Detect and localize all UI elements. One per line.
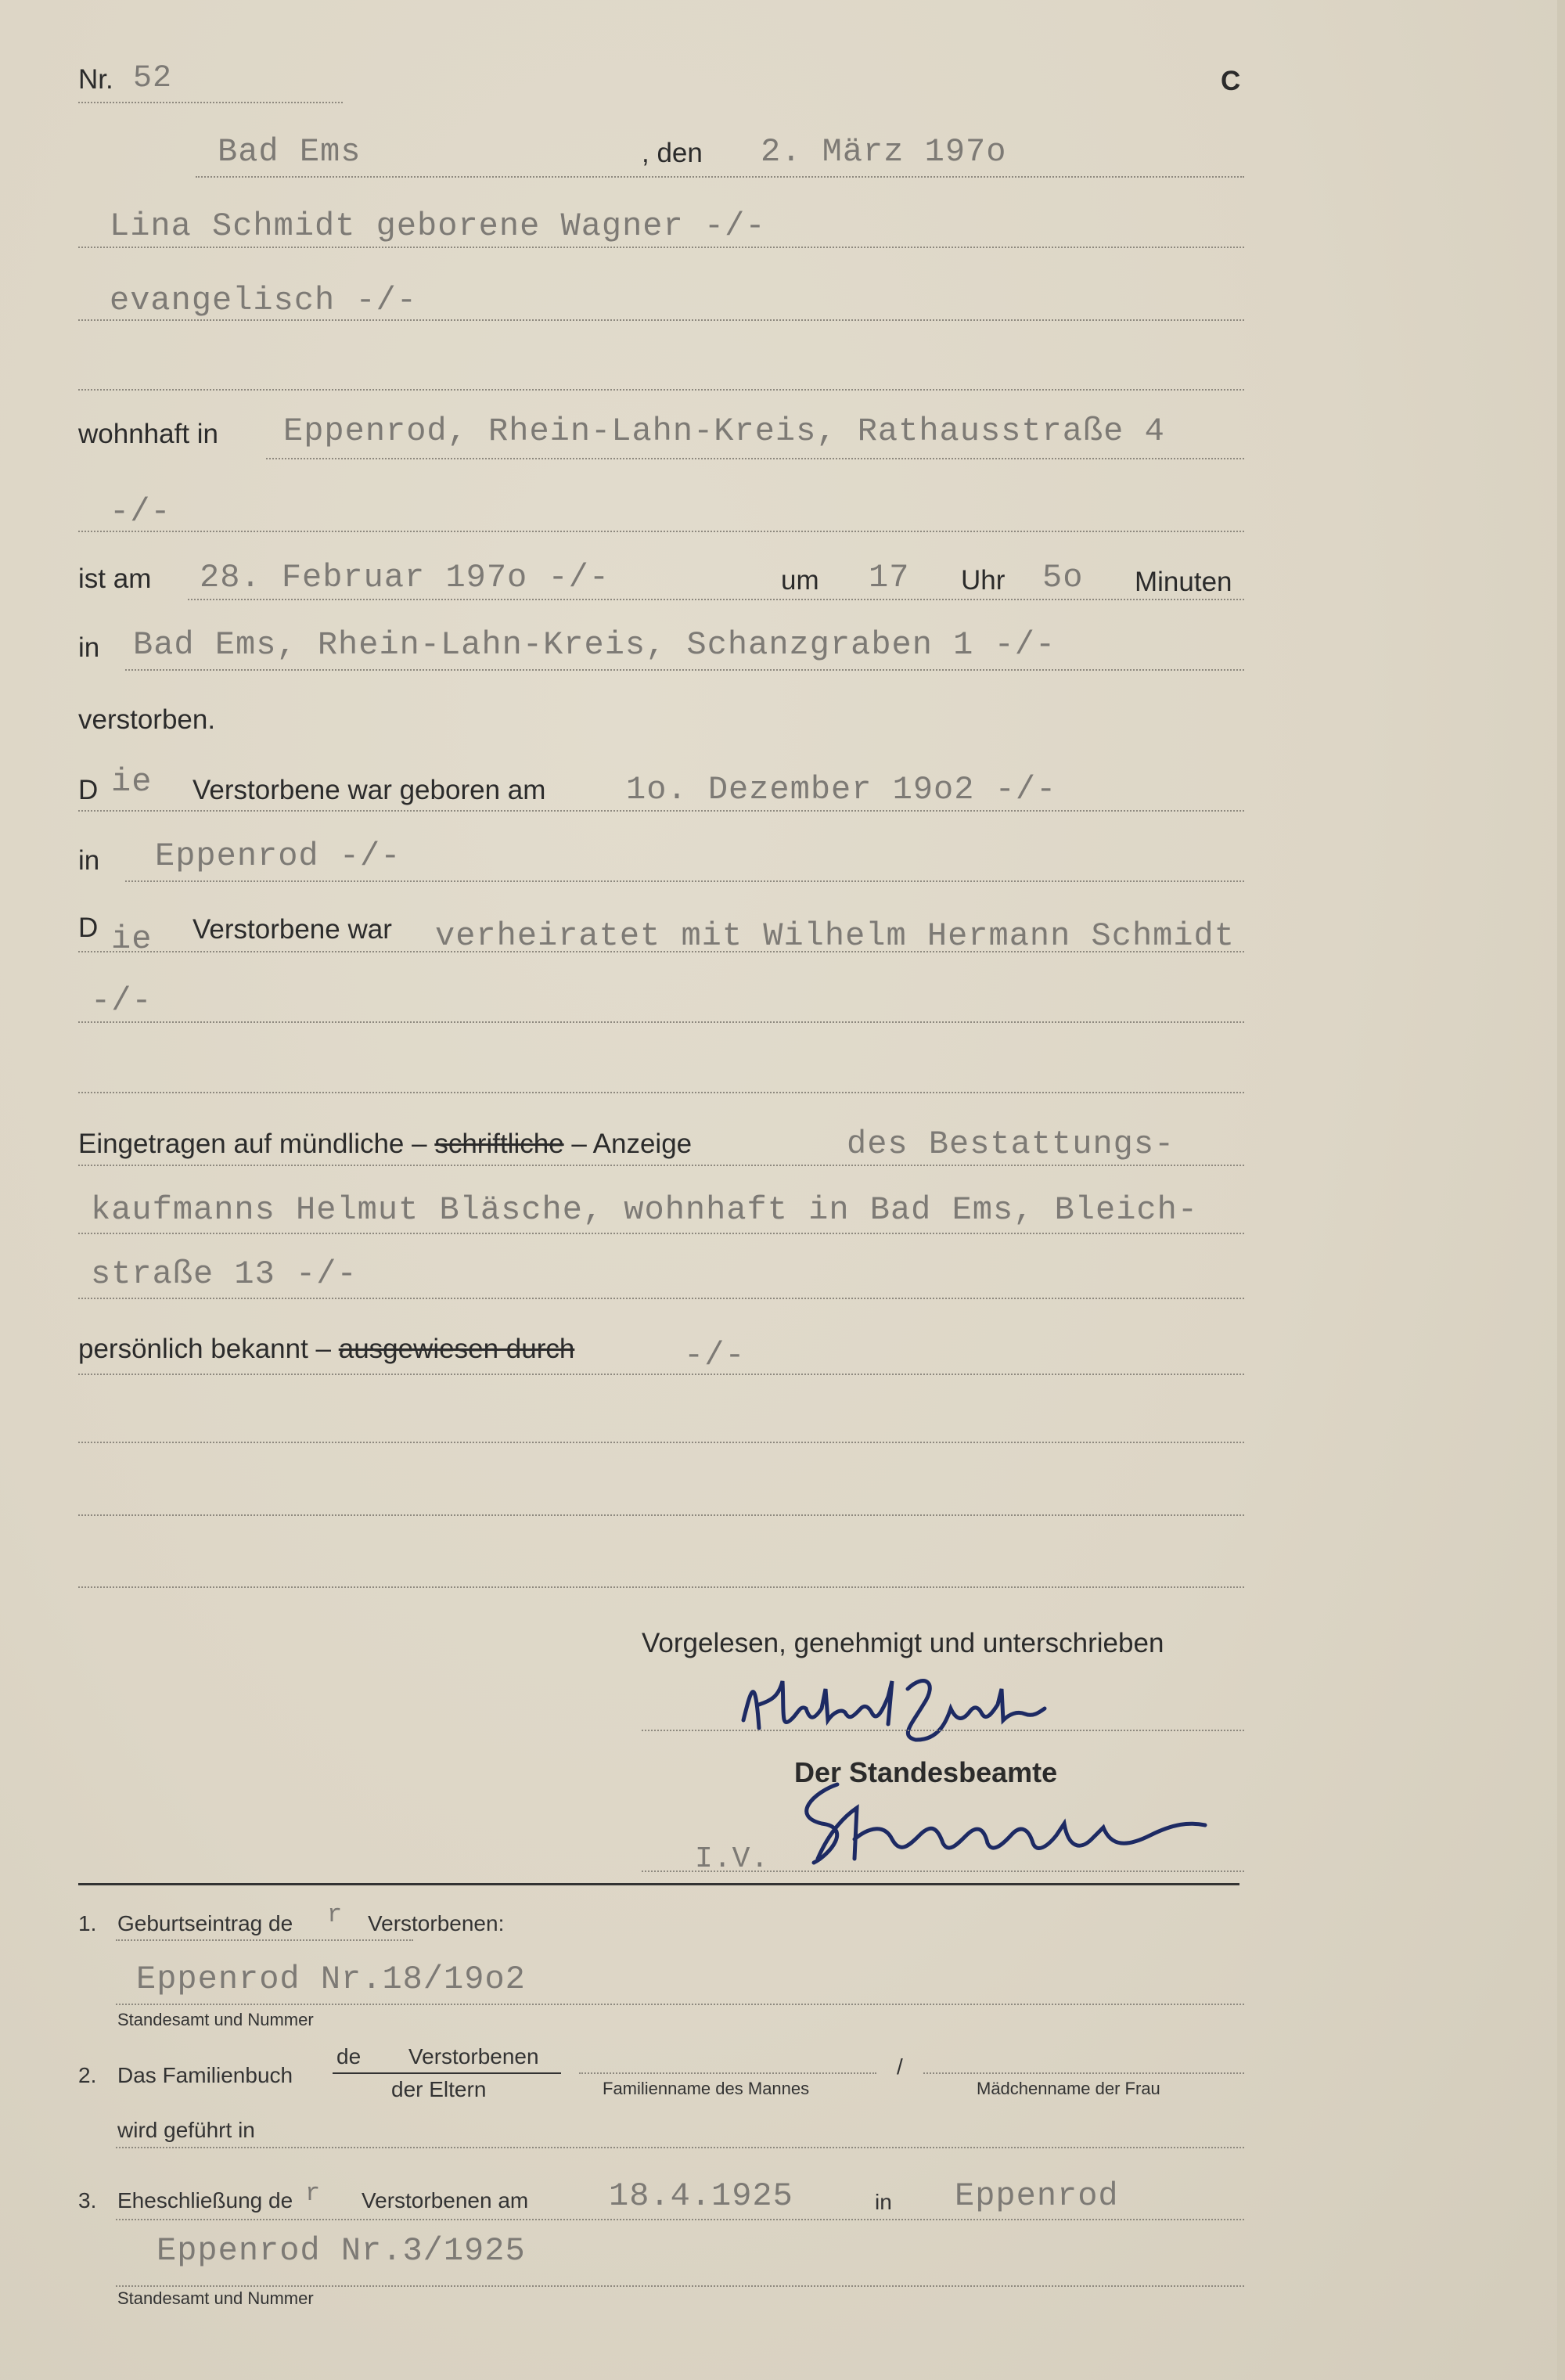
rule bbox=[78, 1442, 1244, 1443]
note2-slash: / bbox=[897, 2054, 903, 2079]
note3-value: Eppenrod Nr.3/1925 bbox=[156, 2232, 526, 2270]
note2-label: Das Familienbuch bbox=[117, 2063, 293, 2087]
birth-d-suffix: ie bbox=[111, 763, 153, 801]
entry-number: 52 bbox=[133, 61, 173, 96]
rule bbox=[78, 810, 1244, 812]
rule bbox=[923, 2072, 1244, 2074]
form-code: C bbox=[1221, 66, 1241, 96]
rule bbox=[125, 880, 1244, 882]
note1-num: 1. bbox=[78, 1911, 97, 1935]
note1-value: Eppenrod Nr.18/19o2 bbox=[136, 1961, 526, 1998]
registration-label bbox=[78, 1129, 692, 1160]
note3-date: 18.4.1925 bbox=[609, 2177, 793, 2215]
rule bbox=[78, 531, 1244, 532]
rule bbox=[78, 319, 1244, 321]
rule bbox=[196, 176, 1244, 178]
marriage-label: Verstorbene war bbox=[192, 914, 392, 945]
birth-in-label: in bbox=[78, 845, 100, 876]
informant-line3: straße 13 -/- bbox=[91, 1255, 358, 1293]
registration-label-a: Eingetragen auf mündliche – bbox=[78, 1129, 427, 1159]
rule bbox=[188, 599, 1244, 600]
registrar-signature bbox=[782, 1761, 1221, 1871]
iv-label: I.V. bbox=[695, 1842, 770, 1876]
verstorben-label: verstorben. bbox=[78, 704, 216, 735]
birth-date: 1o. Dezember 19o2 -/- bbox=[626, 771, 1057, 808]
residence-label: wohnhaft in bbox=[78, 419, 219, 449]
section-divider bbox=[78, 1883, 1239, 1885]
note2-de: de bbox=[336, 2044, 362, 2069]
rule bbox=[78, 1374, 1244, 1375]
birth-place: Eppenrod -/- bbox=[155, 837, 401, 875]
rule bbox=[579, 2072, 876, 2074]
rule bbox=[78, 1233, 1244, 1234]
rule bbox=[125, 669, 1244, 671]
note1-label-b: Verstorbenen: bbox=[368, 1911, 505, 1935]
rule bbox=[78, 247, 1244, 248]
rule bbox=[78, 1092, 1244, 1093]
death-minutes: 5o bbox=[1042, 559, 1084, 596]
rule bbox=[78, 389, 1244, 391]
ist-am-label: ist am bbox=[78, 563, 152, 594]
registrar-label: Der Standesbeamte bbox=[794, 1756, 1058, 1788]
birth-label: Verstorbene war geboren am bbox=[192, 775, 546, 805]
marital-cont: -/- bbox=[91, 982, 153, 1020]
rule bbox=[642, 1871, 1244, 1872]
note2-num: 2. bbox=[78, 2063, 97, 2087]
note3-label-b: Verstorbenen am bbox=[362, 2188, 529, 2213]
read-approved-label: Vorgelesen, genehmigt und unterschrieben bbox=[642, 1628, 1164, 1658]
rule bbox=[78, 102, 343, 103]
rule bbox=[642, 1730, 1244, 1731]
informant-signature bbox=[736, 1665, 1096, 1752]
minuten-label: Minuten bbox=[1135, 567, 1232, 597]
rule bbox=[116, 2285, 1244, 2287]
fraction-bar bbox=[333, 2072, 561, 2074]
registry-date: 2. März 197o bbox=[761, 133, 1007, 171]
rule bbox=[78, 1514, 1244, 1516]
registration-label-b: – Anzeige bbox=[571, 1129, 693, 1159]
rule bbox=[116, 1939, 413, 1941]
residence: Eppenrod, Rhein-Lahn-Kreis, Rathausstraße 4 bbox=[283, 412, 1165, 450]
marital-status: verheiratet mit Wilhelm Hermann Schmidt bbox=[435, 917, 1235, 955]
nr-label: Nr. bbox=[78, 64, 113, 95]
rule bbox=[78, 1298, 1244, 1299]
rule bbox=[116, 2004, 1244, 2005]
note2-label2: wird geführt in bbox=[117, 2118, 255, 2142]
rule bbox=[78, 951, 1244, 952]
identity-value: -/- bbox=[684, 1337, 746, 1374]
in-label: in bbox=[78, 632, 100, 663]
registration-label-struck: schriftliche bbox=[434, 1129, 564, 1159]
informant-line2: kaufmanns Helmut Bläsche, wohnhaft in Bad Ems, Bleich- bbox=[91, 1191, 1199, 1229]
note1-caption: Standesamt und Nummer bbox=[117, 2010, 314, 2029]
uhr-label: Uhr bbox=[961, 565, 1006, 596]
informant-line1: des Bestattungs- bbox=[847, 1125, 1175, 1163]
rule bbox=[78, 1021, 1244, 1023]
note3-num: 3. bbox=[78, 2188, 97, 2213]
note2-opt2: der Eltern bbox=[391, 2077, 487, 2101]
den-label: , den bbox=[642, 138, 703, 168]
registry-place: Bad Ems bbox=[218, 133, 362, 171]
residence-cont: -/- bbox=[110, 493, 171, 531]
identity-label-struck: ausgewiesen durch bbox=[338, 1334, 575, 1364]
note1-suffix: r bbox=[327, 1900, 344, 1929]
identity-label-a: persönlich bekannt – bbox=[78, 1334, 331, 1364]
note3-place: Eppenrod bbox=[955, 2177, 1119, 2215]
deceased-name: Lina Schmidt geborene Wagner -/- bbox=[110, 207, 766, 245]
note3-suffix: r bbox=[305, 2179, 322, 2208]
death-place: Bad Ems, Rhein-Lahn-Kreis, Schanzgraben 1 -/- bbox=[133, 626, 1056, 664]
rule bbox=[78, 1586, 1244, 1588]
rule bbox=[266, 458, 1244, 459]
identity-label bbox=[78, 1334, 574, 1365]
rule bbox=[78, 1165, 1244, 1166]
marriage-d-suffix: ie bbox=[111, 920, 153, 958]
rule bbox=[116, 2147, 1244, 2148]
note3-label-a: Eheschließung de bbox=[117, 2188, 293, 2213]
marriage-d-label: D bbox=[78, 913, 99, 943]
note2-opt1: Verstorbenen bbox=[408, 2044, 539, 2069]
note2-cap-woman: Mädchenname der Frau bbox=[977, 2079, 1160, 2098]
note3-caption: Standesamt und Nummer bbox=[117, 2288, 314, 2308]
note1-label-a: Geburtseintrag de bbox=[117, 1911, 293, 1935]
rule bbox=[116, 2219, 1244, 2220]
death-date: 28. Februar 197o -/- bbox=[200, 559, 610, 596]
death-hour: 17 bbox=[869, 559, 910, 596]
page-edge bbox=[1557, 0, 1565, 2380]
birth-d-label: D bbox=[78, 775, 99, 805]
religion: evangelisch -/- bbox=[110, 282, 418, 319]
note3-in: in bbox=[875, 2190, 892, 2214]
note2-cap-man: Familienname des Mannes bbox=[603, 2079, 810, 2098]
um-label: um bbox=[781, 565, 819, 596]
